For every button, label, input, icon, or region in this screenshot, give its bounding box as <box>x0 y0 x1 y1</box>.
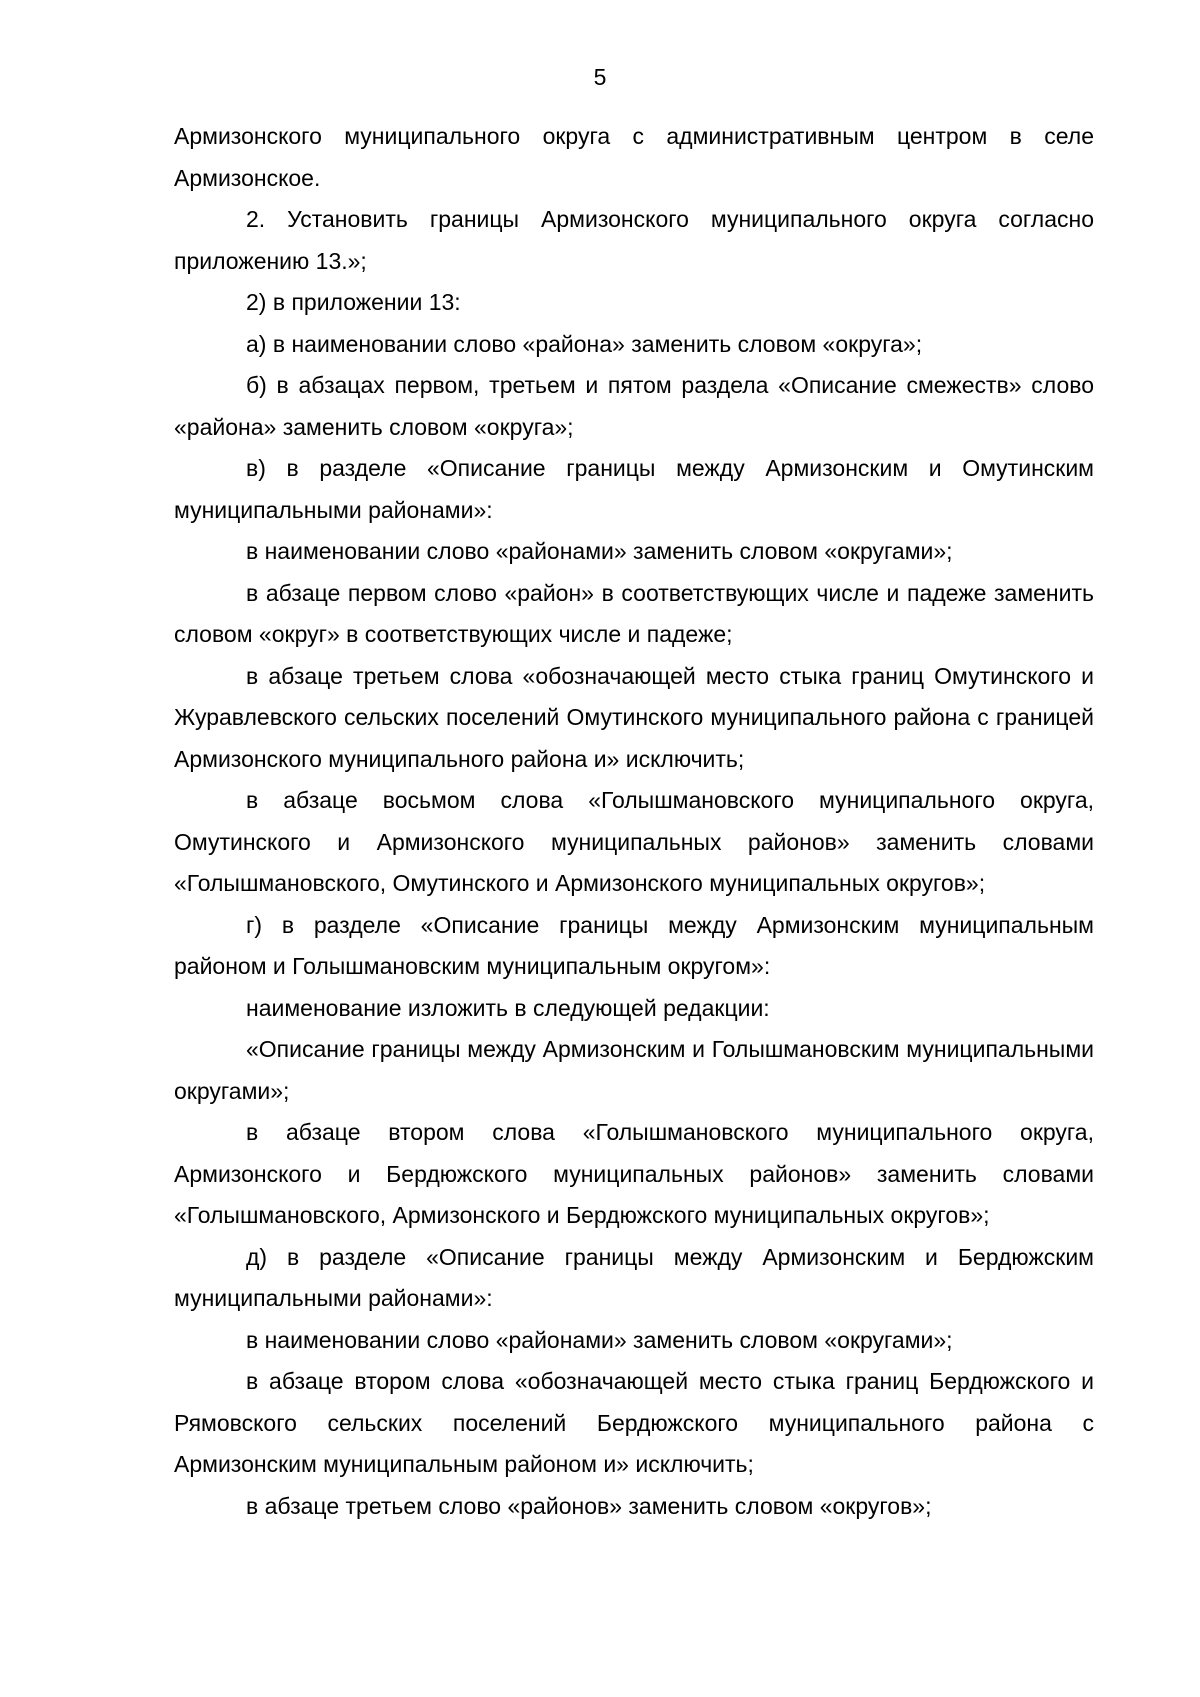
paragraph: в абзаце втором слова «Голышмановского муниципального округа, Армизонского и Бердюжского муниципальных районов» заменить словами «Голышмановского, Армизонского и Бердюжского муниципальных округов»; <box>174 1119 1094 1228</box>
paragraph: в абзаце первом слово «район» в соответствующих числе и падеже заменить словом «округ» в соответствующих числе и падеже; <box>174 579 1094 647</box>
paragraph: в абзаце третьем слово «районов» заменить словом «округов»; <box>246 1492 932 1519</box>
paragraph: в абзаце третьем слова «обозначающей место стыка границ Омутинского и Журавлевского сельских поселений Омутинского муниципального района с границей Армизонского муниципального района и» исключить; <box>174 662 1094 772</box>
paragraph: в наименовании слово «районами» заменить словом «округами»; <box>246 538 953 564</box>
paragraph: Армизонского муниципального округа с административным центром в селе Армизонское. <box>174 123 1094 191</box>
paragraph: а) в наименовании слово «района» заменить словом «округа»; <box>246 330 923 357</box>
paragraph: в) в разделе «Описание границы между Армизонским и Омутинским муниципальными районами»: <box>174 455 1094 523</box>
document-body <box>174 116 1094 1527</box>
paragraph: д) в разделе «Описание границы между Армизонским и Бердюжским муниципальными районами»: <box>174 1243 1094 1311</box>
paragraph: 2. Установить границы Армизонского муниципального округа согласно приложению 13.»; <box>174 206 1094 274</box>
paragraph: г) в разделе «Описание границы между Армизонским муниципальным районом и Голышмановским муниципальным округом»: <box>174 911 1094 979</box>
paragraph: в абзаце втором слова «обозначающей место стыка границ Бердюжского и Рямовского сельских поселений Бердюжского муниципального района с Армизонским муниципальным районом и» исключить; <box>174 1368 1094 1477</box>
paragraph: б) в абзацах первом, третьем и пятом раздела «Описание смежеств» слово «района» заменить словом «округа»; <box>174 372 1094 440</box>
paragraph: наименование изложить в следующей редакции: <box>246 994 770 1021</box>
paragraph: 2) в приложении 13: <box>246 289 461 315</box>
paragraph: в наименовании слово «районами» заменить словом «округами»; <box>246 1326 953 1353</box>
paragraph: «Описание границы между Армизонским и Голышмановским муниципальными округами»; <box>174 1036 1094 1104</box>
page-number: 5 <box>593 64 607 90</box>
paragraph: в абзаце восьмом слова «Голышмановского муниципального округа, Омутинского и Армизонского муниципальных районов» заменить словами «Голышмановского, Омутинского и Армизонского муниципальных округов»; <box>174 787 1094 896</box>
